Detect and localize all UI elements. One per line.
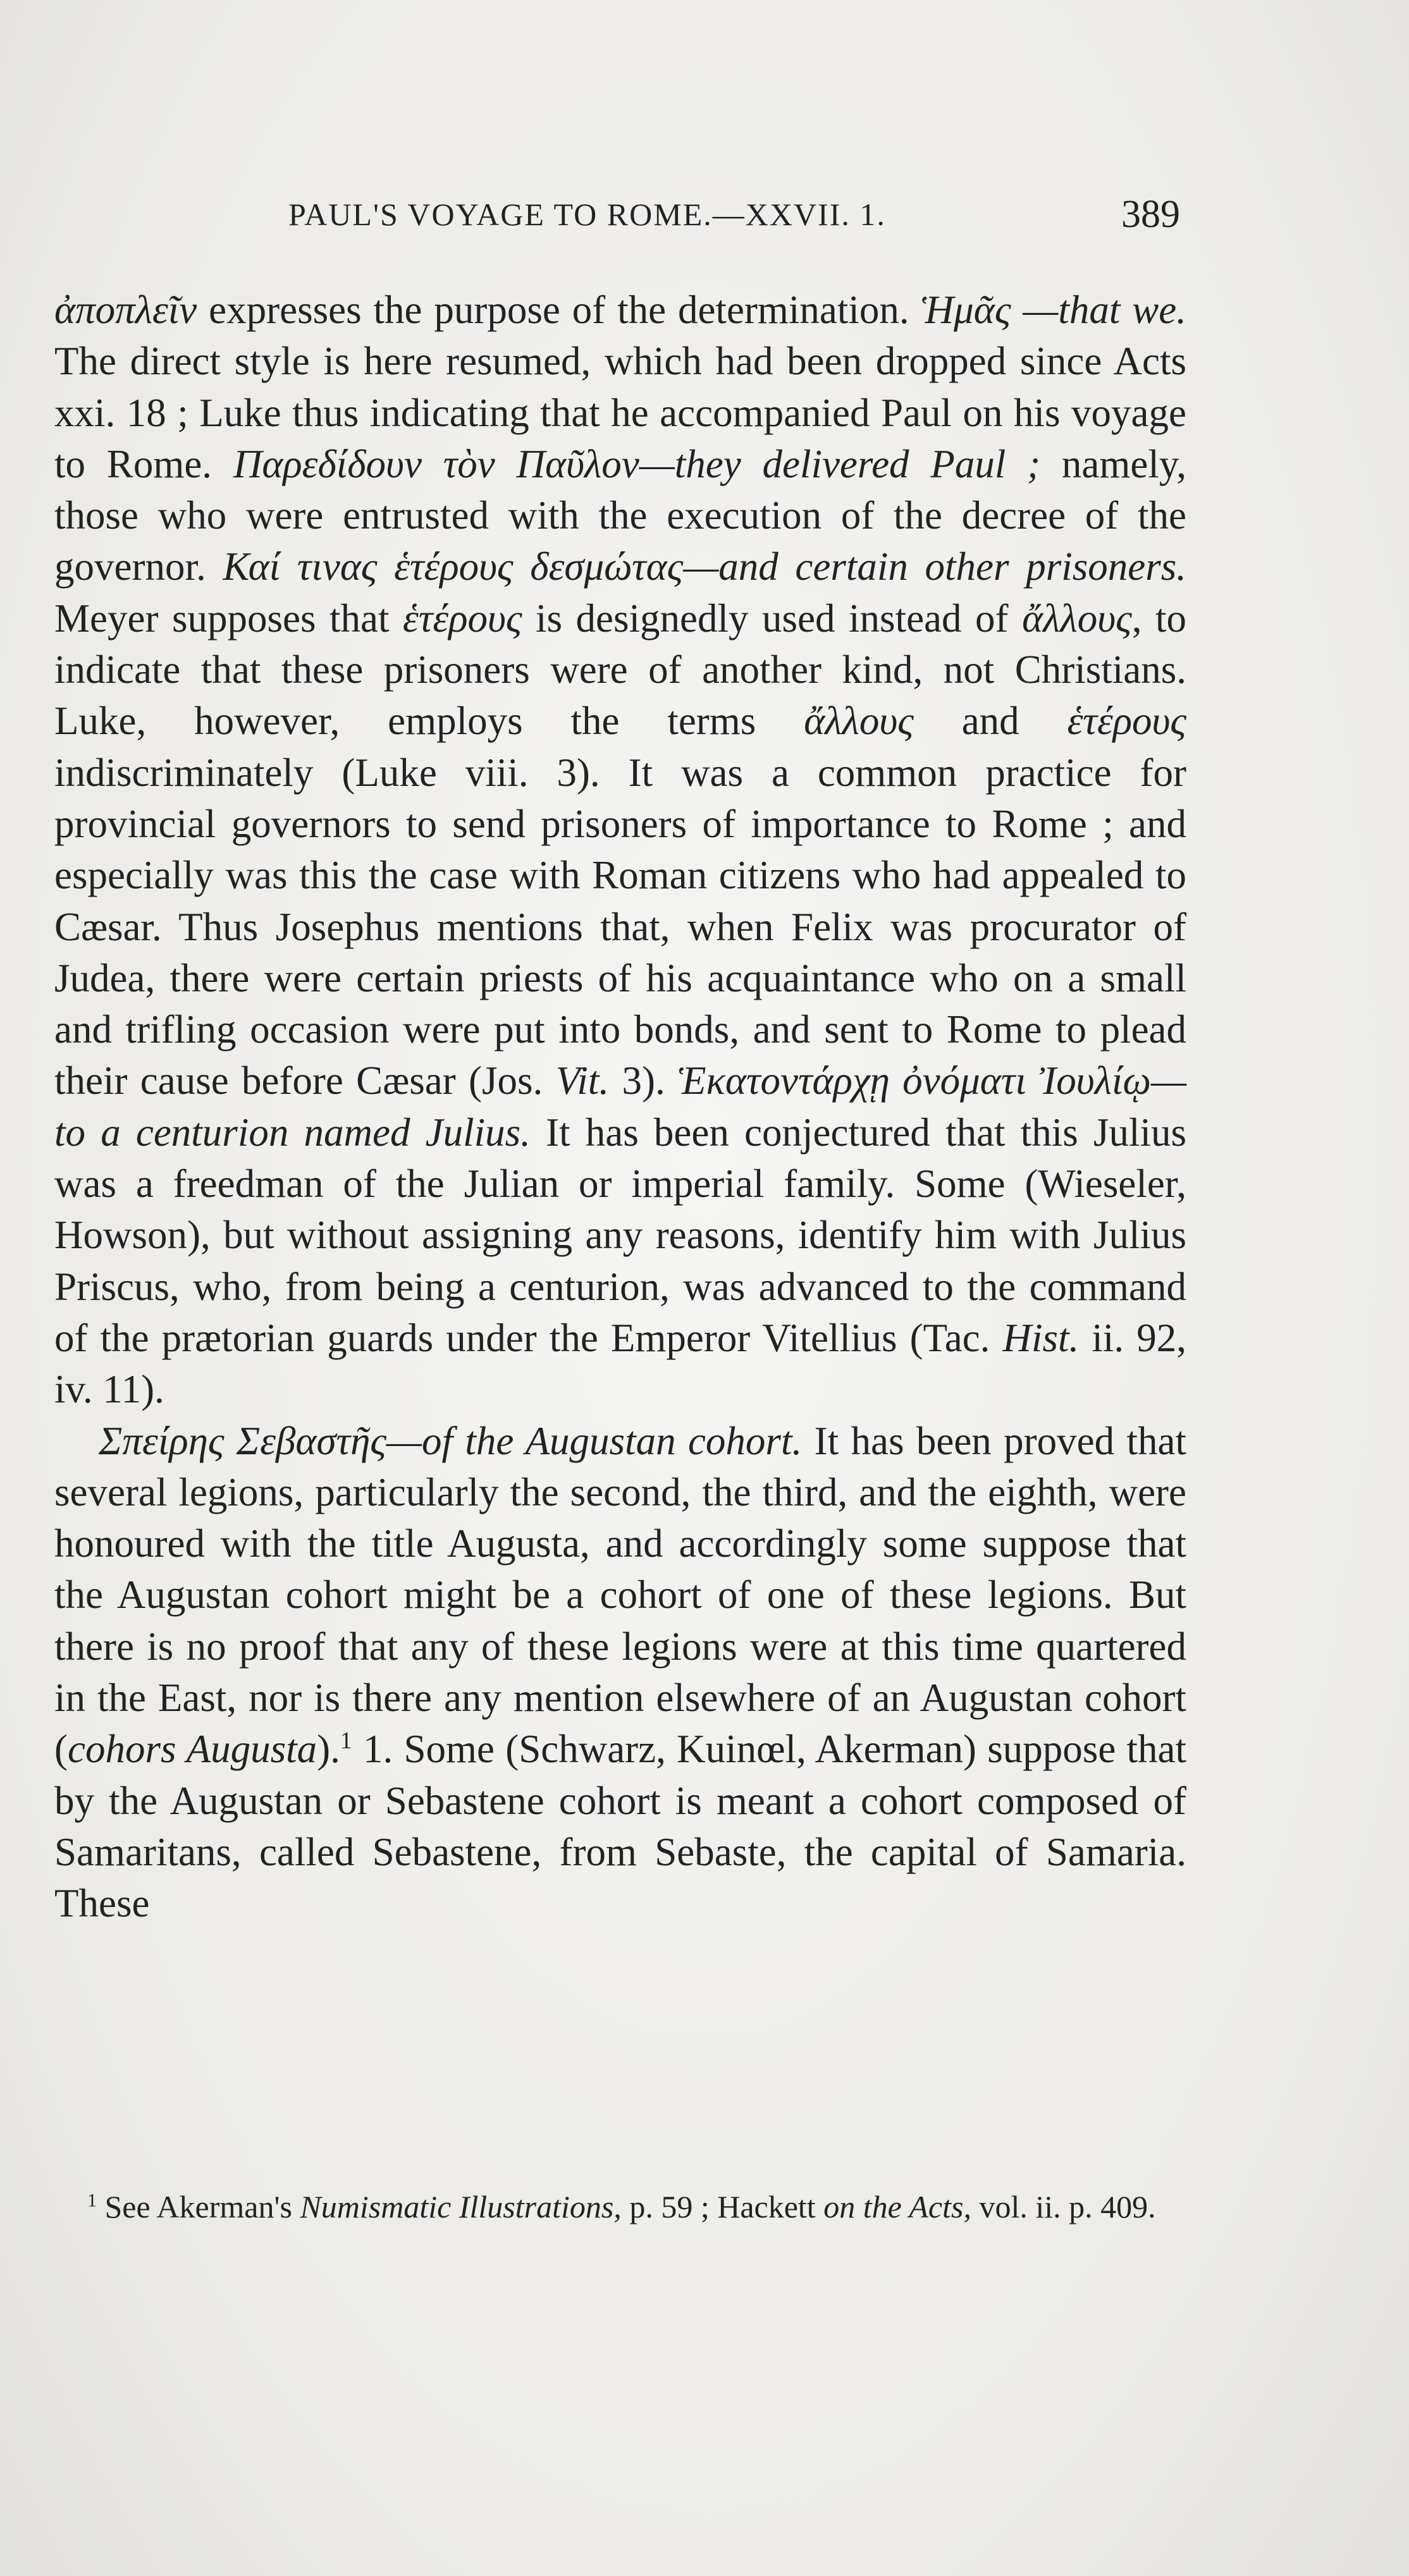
text-run: It has been proved that several legions, particularly the second, the third, and the eighth, were honoured with the title Augusta, and accordingly some suppose that the Augustan cohort might be a cohort of one of these legions. But there is no proof that any of these legions were at this time quartered in the East, nor is there any mention elsewhere of an Augustan cohort ( <box>54 1418 1186 1772</box>
italic-text: Καί τινας ἑτέρους δεσμώτας—and certain other prisoners. <box>223 544 1187 589</box>
text-run: Meyer supposes that <box>54 596 403 641</box>
footnote-marker: 1 <box>87 2190 97 2211</box>
italic-text: Hist. <box>1002 1315 1080 1360</box>
italic-text: ἀποπλεῖν <box>54 288 197 332</box>
text-run: ). <box>317 1727 340 1772</box>
running-title: PAUL'S VOYAGE TO ROME.—XXVII. 1. <box>288 197 886 232</box>
italic-text: Σπείρης Σεβαστῆς—of the Augustan cohort. <box>99 1418 803 1463</box>
text-run: namely, those who were entrusted with the execution of the decree of the governor. <box>54 441 1186 589</box>
footnotes <box>54 2185 1186 2229</box>
text-run: is designedly used instead of <box>522 596 1023 641</box>
text-run: , to indicate that these prisoners were of another kind, not Christians. Luke, however, employs the terms <box>54 596 1186 744</box>
text-run: It has been conjectured that this Julius was a freedman of the Julian or imperial family. Some (Wieseler, Howson), but without assigning any reasons, identify him with Julius Priscus, who, from being a centurion, was advanced to the command of the prætorian guards under the Emperor Vitellius (Tac. <box>54 1110 1186 1360</box>
paragraph <box>54 285 1186 1416</box>
italic-text: Numismatic Illustrations, <box>300 2189 622 2224</box>
text-run: p. 59 ; Hackett <box>621 2189 824 2224</box>
italic-text: Vit. <box>555 1058 610 1103</box>
italic-text: cohors Augusta <box>67 1727 317 1772</box>
body-text <box>54 285 1186 1930</box>
text-run: See Akerman's <box>97 2189 300 2224</box>
footnote <box>54 2185 1186 2229</box>
text-run: indiscriminately (Luke viii. 3). It was a common practice for provincial governors to send prisoners of importance to Rome ; and especially was this the case with Roman citizens who had appealed to Cæsar. Thus Josephus mentions that, when Felix was procurator of Judea, there were certain priests of his acquaintance who on a small and trifling occasion were put into bonds, and sent to Rome to plead their cause before Cæsar (Jos. <box>54 750 1186 1103</box>
page-number: 389 <box>1121 193 1180 236</box>
paragraph <box>54 1416 1186 1930</box>
text-run: vol. ii. p. 409. <box>971 2189 1156 2224</box>
italic-text: ἑτέρους <box>403 596 522 641</box>
italic-text: on the Acts, <box>823 2189 971 2224</box>
italic-text: Ἡμᾶς —that we. <box>921 288 1186 332</box>
text-run: and <box>913 699 1068 744</box>
italic-text: ἄλλους <box>1022 596 1132 641</box>
italic-text: ἄλλους <box>804 699 914 744</box>
text-run: 3). <box>609 1058 679 1103</box>
text-run: expresses the purpose of the determination. <box>197 288 921 332</box>
text-run: The direct style is here resumed, which had been dropped since Acts xxi. 18 ; Luke thus indicating that he accompanied Paul on his voyage to Rome. <box>54 339 1186 486</box>
italic-text: ἑτέρους <box>1067 699 1186 744</box>
text-run: 1. Some (Schwarz, Kuinœl, Akerman) suppose that by the Augustan or Sebastene cohort is meant a cohort composed of Samaritans, called Sebastene, from Sebaste, the capital of Samaria. These <box>54 1727 1186 1926</box>
italic-text: Παρεδίδουν τὸν Παῦλον—they delivered Paul ; <box>233 441 1041 486</box>
running-head <box>54 193 1180 240</box>
italic-text: Ἑκατοντάρχῃ ὀνόματι Ἰουλίῳ—to a centurion named Julius. <box>54 1058 1187 1155</box>
footnote-marker: 1 <box>340 1727 352 1755</box>
text-run: ii. 92, iv. 11). <box>54 1315 1186 1412</box>
